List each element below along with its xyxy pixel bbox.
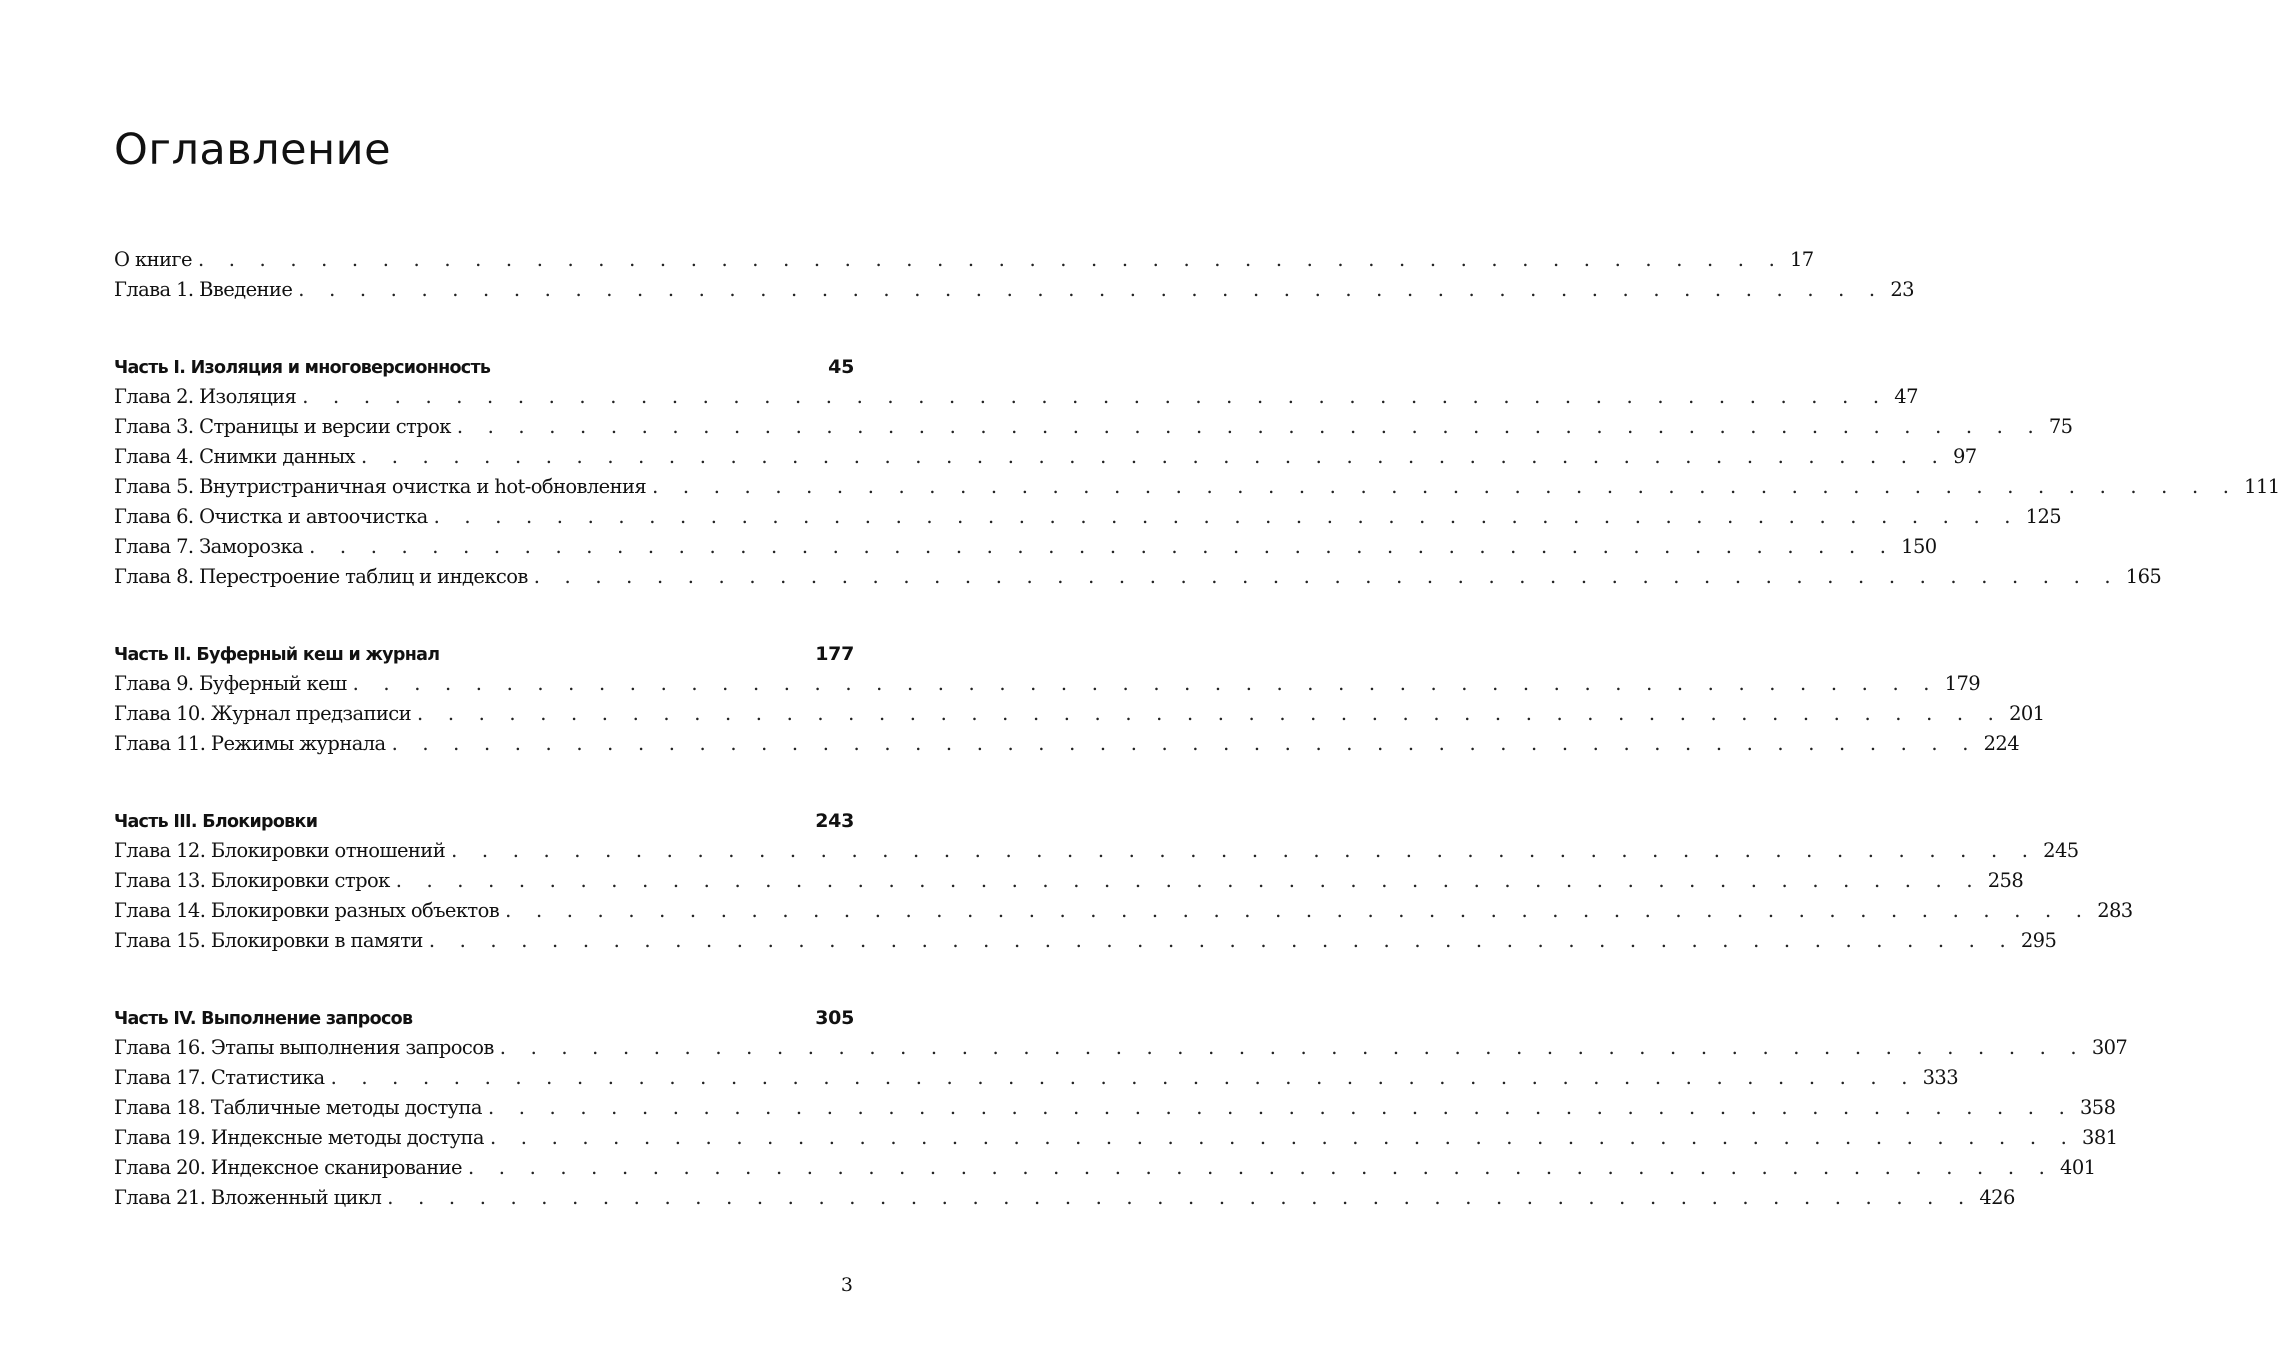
toc-entry[interactable]: [114, 1123, 2118, 1153]
toc-entry-label: Глава 12. Блокировки отношений: [114, 839, 446, 862]
dot-leader: . . . . . . . . . . . . . . . . . . . . . . . . . . . . . . . . . . . . . . . . . . . . . . . . . . . .: [487, 1096, 2074, 1119]
toc-entry[interactable]: [114, 926, 2057, 956]
part-title: Часть II. Буферный кеш и журнал: [114, 645, 440, 665]
toc-entry-label: Глава 15. Блокировки в памяти: [114, 929, 423, 952]
table-of-contents: [114, 245, 2280, 1260]
page-title: Оглавление: [114, 125, 392, 175]
toc-entry-page: 179: [1944, 672, 1981, 695]
toc-entry-page: 201: [2009, 702, 2045, 725]
toc-entry[interactable]: [114, 275, 1914, 305]
dot-leader: . . . . . . . . . . . . . . . . . . . . . . . . . . . . . . . . . . . . . . . . . . . . . . . . . . . .: [652, 475, 2239, 498]
dot-leader: . . . . . . . . . . . . . . . . . . . . . . . . . . . . . . . . . . . . . . . . . . . . . . . . . . . .: [489, 1126, 2077, 1149]
toc-entry-page: 23: [1890, 278, 1914, 301]
dot-leader: . . . . . . . . . . . . . . . . . . . . . . . . . . . . . . . . . . . . . . . . . . . . . . . . . . . .: [387, 1186, 1974, 1209]
toc-entry-label: Глава 9. Буферный кеш: [114, 672, 347, 695]
toc-entry-label: Глава 6. Очистка и автоочистка: [114, 505, 428, 528]
toc-entry[interactable]: [114, 562, 2162, 592]
toc-entry-label: Глава 19. Индексные методы доступа: [114, 1126, 484, 1149]
toc-entry-page: 258: [1987, 869, 2024, 892]
dot-leader: . . . . . . . . . . . . . . . . . . . . . . . . . . . . . . . . . . . . . . . . . . . . . . . . . . . .: [309, 535, 1896, 558]
toc-entry-label: Глава 7. Заморозка: [114, 535, 304, 558]
toc-entry-label: О книге: [114, 248, 192, 271]
toc-part-1: [114, 352, 2280, 592]
toc-group-intro: [114, 245, 1914, 305]
dot-leader: . . . . . . . . . . . . . . . . . . . . . . . . . . . . . . . . . . . . . . . . . . . . . . . . . . . .: [298, 278, 1885, 301]
dot-leader: . . . . . . . . . . . . . . . . . . . . . . . . . . . . . . . . . . . . . . . . . . . . . . . . . . . .: [352, 672, 1939, 695]
part-heading[interactable]: [114, 639, 854, 669]
part-heading[interactable]: [114, 352, 854, 382]
toc-entry-page: 150: [1901, 535, 1937, 558]
dot-leader: . . . . . . . . . . . . . . . . . . . . . . . . . . . . . . . . . . . . . . . . . . . . . . . . . . . .: [391, 732, 1978, 755]
page-number: 3: [840, 1274, 853, 1296]
dot-leader: . . . . . . . . . . . . . . . . . . . . . . . . . . . . . . . . . . . . . . . . . . . . . . . . . . . .: [330, 1066, 1917, 1089]
dot-leader: . . . . . . . . . . . . . . . . . . . . . . . . . . . . . . . . . . . . . . . . . . . . . . . . . . . .: [360, 445, 1947, 468]
toc-entry-label: Глава 10. Журнал предзаписи: [114, 702, 412, 725]
toc-entry[interactable]: [114, 245, 1814, 275]
dot-leader: . . . . . . . . . . . . . . . . . . . . . . . . . . . . . . . . . . . . . . . . . . . . . . . . . . . .: [433, 505, 2020, 528]
dot-leader: . . . . . . . . . . . . . . . . . . . . . . . . . . . . . . . . . . . . . . . . . . . . . . . . . . . .: [505, 899, 2092, 922]
dot-leader: . . . . . . . . . . . . . . . . . . . . . . . . . . . . . . . . . . . . . . . . . . . . . . . . . . . .: [428, 929, 2015, 952]
toc-entry[interactable]: [114, 896, 2133, 926]
dot-leader: . . . . . . . . . . . . . . . . . . . . . . . . . . . . . . . . . . . . . . . . . . . . . . . . . . . .: [302, 385, 1889, 408]
toc-entry[interactable]: [114, 1063, 1959, 1093]
dot-leader: . . . . . . . . . . . . . . . . . . . . . . . . . . . . . . . . . . . . . . . . . . . . . . . . . . . .: [467, 1156, 2055, 1179]
part-page: 243: [815, 810, 854, 832]
toc-entry-label: Глава 14. Блокировки разных объектов: [114, 899, 500, 922]
toc-entry-page: 381: [2082, 1126, 2118, 1149]
toc-entry-page: 333: [1922, 1066, 1959, 1089]
dot-leader: . . . . . . . . . . . . . . . . . . . . . . . . . . . . . . . . . . . . . . . . . . . . . . . . . . . .: [451, 839, 2038, 862]
toc-entry-label: Глава 21. Вложенный цикл: [114, 1186, 382, 1209]
toc-entry[interactable]: [114, 669, 1981, 699]
toc-entry[interactable]: [114, 442, 1977, 472]
toc-entry-label: Глава 5. Внутристраничная очистка и hot-обновления: [114, 475, 647, 498]
toc-entry-page: 165: [2125, 565, 2162, 588]
toc-entry-page: 295: [2020, 929, 2057, 952]
dot-leader: . . . . . . . . . . . . . . . . . . . . . . . . . . . . . . . . . . . . . . . . . . . . . . . . . . . .: [533, 565, 2120, 588]
part-title: Часть III. Блокировки: [114, 812, 318, 832]
toc-entry-label: Глава 8. Перестроение таблиц и индексов: [114, 565, 528, 588]
part-page: 305: [815, 1007, 854, 1029]
toc-entry-label: Глава 18. Табличные методы доступа: [114, 1096, 482, 1119]
toc-entry-page: 358: [2080, 1096, 2116, 1119]
toc-entry-page: 224: [1983, 732, 2020, 755]
dot-leader: . . . . . . . . . . . . . . . . . . . . . . . . . . . . . . . . . . . . . . . . . . . . . . . . . . . .: [456, 415, 2043, 438]
toc-entry[interactable]: [114, 1153, 2096, 1183]
toc-entry-label: Глава 2. Изоляция: [114, 385, 297, 408]
toc-entry[interactable]: [114, 502, 2062, 532]
toc-part-3: [114, 806, 2133, 956]
toc-entry-page: 426: [1979, 1186, 2015, 1209]
toc-entry-page: 111: [2244, 475, 2280, 498]
toc-entry-page: 17: [1789, 248, 1814, 271]
toc-entry-label: Глава 1. Введение: [114, 278, 293, 301]
toc-entry-label: Глава 4. Снимки данных: [114, 445, 355, 468]
toc-entry[interactable]: [114, 472, 2280, 502]
toc-part-2: [114, 639, 2045, 759]
toc-entry-page: 125: [2025, 505, 2062, 528]
toc-entry-page: 307: [2091, 1036, 2128, 1059]
toc-entry-label: Глава 17. Статистика: [114, 1066, 325, 1089]
toc-entry[interactable]: [114, 532, 1937, 562]
toc-entry-page: 75: [2048, 415, 2073, 438]
toc-part-4: [114, 1003, 2128, 1213]
toc-entry[interactable]: [114, 1183, 2015, 1213]
part-title: Часть I. Изоляция и многоверсионность: [114, 358, 491, 378]
toc-entry-label: Глава 16. Этапы выполнения запросов: [114, 1036, 494, 1059]
toc-entry-page: 245: [2043, 839, 2079, 862]
dot-leader: . . . . . . . . . . . . . . . . . . . . . . . . . . . . . . . . . . . . . . . . . . . . . . . . . . . .: [499, 1036, 2086, 1059]
toc-entry[interactable]: [114, 1033, 2128, 1063]
toc-entry[interactable]: [114, 412, 2073, 442]
part-title: Часть IV. Выполнение запросов: [114, 1009, 413, 1029]
toc-entry-page: 401: [2060, 1156, 2096, 1179]
toc-entry-label: Глава 3. Страницы и версии строк: [114, 415, 451, 438]
part-heading[interactable]: [114, 1003, 854, 1033]
part-page: 45: [828, 356, 854, 378]
dot-leader: . . . . . . . . . . . . . . . . . . . . . . . . . . . . . . . . . . . . . . . . . . . . . . . . . . . .: [197, 248, 1784, 271]
toc-entry-page: 283: [2097, 899, 2133, 922]
part-page: 177: [815, 643, 854, 665]
toc-entry-page: 47: [1894, 385, 1918, 408]
toc-entry-label: Глава 13. Блокировки строк: [114, 869, 390, 892]
toc-entry[interactable]: [114, 382, 1918, 412]
toc-entry[interactable]: [114, 1093, 2116, 1123]
dot-leader: . . . . . . . . . . . . . . . . . . . . . . . . . . . . . . . . . . . . . . . . . . . . . . . . . . . .: [417, 702, 2004, 725]
toc-entry-page: 97: [1953, 445, 1977, 468]
toc-entry[interactable]: [114, 699, 2045, 729]
dot-leader: . . . . . . . . . . . . . . . . . . . . . . . . . . . . . . . . . . . . . . . . . . . . . . . . . . . .: [395, 869, 1982, 892]
toc-entry[interactable]: [114, 729, 2020, 759]
toc-entry-label: Глава 20. Индексное сканирование: [114, 1156, 462, 1179]
toc-entry[interactable]: [114, 866, 2024, 896]
toc-entry-label: Глава 11. Режимы журнала: [114, 732, 386, 755]
part-heading[interactable]: [114, 806, 854, 836]
toc-entry[interactable]: [114, 836, 2079, 866]
